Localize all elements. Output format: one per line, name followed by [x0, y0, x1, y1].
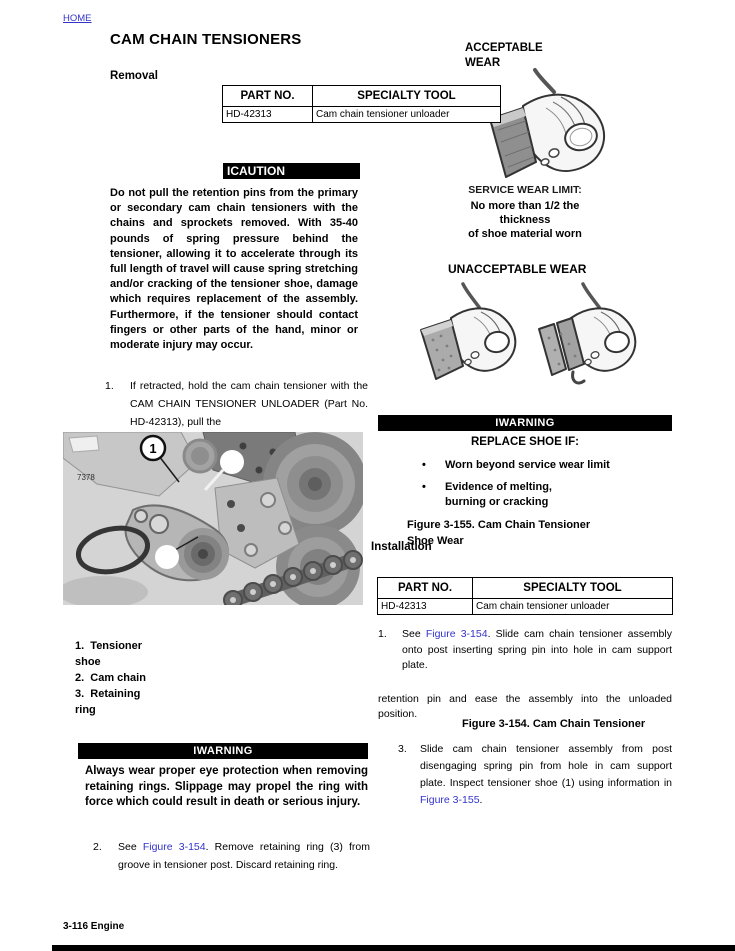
figure-photo-cam-chain-tensioner [63, 432, 363, 605]
step-text-post: . Remove retaining ring (3) from groove in tensioner post. Discard retaining ring. [118, 841, 370, 871]
step-number: 2. [93, 841, 102, 853]
replace-condition-1 [420, 458, 660, 473]
unacceptable-wear-heading: UNACCEPTABLE WEAR [448, 262, 587, 276]
bullet-icon: • [422, 481, 426, 493]
warning-banner-right: IWARNING [378, 415, 672, 431]
bullet-icon: • [422, 459, 426, 471]
installation-heading: Installation [371, 541, 432, 553]
unacceptable-wear-illustration-b [525, 280, 650, 395]
caution-text: Do not pull the retention pins from the primary or secondary cam chain tensioners with the chains and sprockets removed. With 35-40 pounds of spring pressure behind the tensioner, allowing it to accelerate through its full length of travel will cause spring stretching and/or cracking of the tensioner shoe, damage which requires replacement of the assembly. Furthermore, if the tensioner should contact fingers or other parts of the hand, minor or moderate injury may occur. [110, 187, 358, 352]
warning-banner-left: IWARNING [78, 743, 368, 759]
page-footer: 3-116 Engine [63, 921, 125, 932]
step-text [402, 627, 672, 674]
photo-id-tag: 7378 [77, 473, 95, 482]
photo-legend: 1. Tensioner shoe 2. Cam chain 3. Retaining ring [75, 640, 146, 716]
table-cell-part-no: HD-42313 [378, 599, 473, 615]
installation-specialty-tool-table [377, 577, 673, 615]
figure-3-155-caption: Figure 3-155. Cam Chain Tensioner Shoe Wear [407, 519, 591, 547]
cracked-shoe-drawing-icon [525, 280, 650, 395]
installation-step-1 [378, 627, 672, 674]
caution-banner: ICAUTION [223, 163, 360, 179]
table-cell-tool-name: Cam chain tensioner unloader [473, 599, 673, 615]
table-header-specialty-tool: SPECIALTY TOOL [313, 86, 501, 107]
step-text-post: . [479, 794, 483, 806]
warning-text-left: Always wear proper eye protection when removing retaining rings. Slippage may propel the ring with force which could result in death or serious injury. [85, 765, 368, 808]
step-number: 1. [378, 628, 387, 640]
table-cell-tool-name: Cam chain tensioner unloader [313, 107, 501, 123]
bullet-text: Evidence of melting, burning or cracking [445, 481, 552, 508]
step-number: 3. [398, 743, 407, 755]
engine-photo-icon [63, 432, 363, 605]
table-header-part-no: PART NO. [223, 86, 313, 107]
tensioner-shoe-drawing-icon [468, 64, 633, 189]
step-text-pre: See [118, 841, 143, 853]
home-link[interactable]: HOME [63, 13, 92, 24]
acceptable-wear-heading: ACCEPTABLE WEAR [465, 42, 543, 69]
service-wear-limit-label: SERVICE WEAR LIMIT: [468, 184, 582, 196]
step-text-pre: Slide cam chain tensioner assembly from post disengaging spring pin from hole in cam support plate. Inspect tensioner shoe (1) using information in [420, 743, 672, 789]
table-header-specialty-tool: SPECIALTY TOOL [473, 578, 673, 599]
step-number: 1. [105, 380, 114, 392]
worn-shoe-drawing-icon [405, 280, 530, 395]
step-text: If retracted, hold the cam chain tensioner with the CAM CHAIN TENSIONER UNLOADER (Part No. HD-42313), pull the [130, 380, 368, 428]
table-cell-part-no: HD-42313 [223, 107, 313, 123]
figure-3-154-link[interactable]: Figure 3-154 [425, 628, 488, 640]
bottom-rule [52, 945, 735, 951]
removal-heading: Removal [110, 70, 158, 82]
replace-condition-2 [420, 480, 660, 510]
figure-3-154-caption: Figure 3-154. Cam Chain Tensioner [462, 718, 646, 730]
table-row [378, 599, 673, 615]
step-text-pre: See [402, 628, 426, 640]
bullet-text: Worn beyond service wear limit [445, 459, 610, 471]
step-text [420, 741, 672, 809]
figure-3-155-link[interactable]: Figure 3-155 [420, 794, 480, 806]
figure-3-154-link[interactable]: Figure 3-154 [142, 841, 206, 853]
photo-callout-1: 1 [149, 441, 157, 456]
page-title: CAM CHAIN TENSIONERS [110, 31, 302, 48]
table-row [223, 107, 501, 123]
wear-limit-text: No more than 1/2 the thickness of shoe material worn [468, 200, 582, 240]
removal-step-1 [105, 377, 368, 431]
step-text-post: . Slide cam chain tensioner assembly onto post inserting spring pin into hole in cam support plate. [402, 628, 672, 671]
unacceptable-wear-illustration-a [405, 280, 530, 395]
table-header-part-no: PART NO. [378, 578, 473, 599]
acceptable-wear-illustration [468, 64, 633, 189]
removal-specialty-tool-table [222, 85, 501, 123]
removal-step-2 [93, 839, 370, 874]
replace-shoe-if-heading: REPLACE SHOE IF: [471, 436, 579, 448]
step-text [118, 839, 370, 874]
step-continuation-text: retention pin and ease the assembly into the unloaded position. [378, 693, 672, 720]
installation-step-3 [398, 741, 672, 809]
